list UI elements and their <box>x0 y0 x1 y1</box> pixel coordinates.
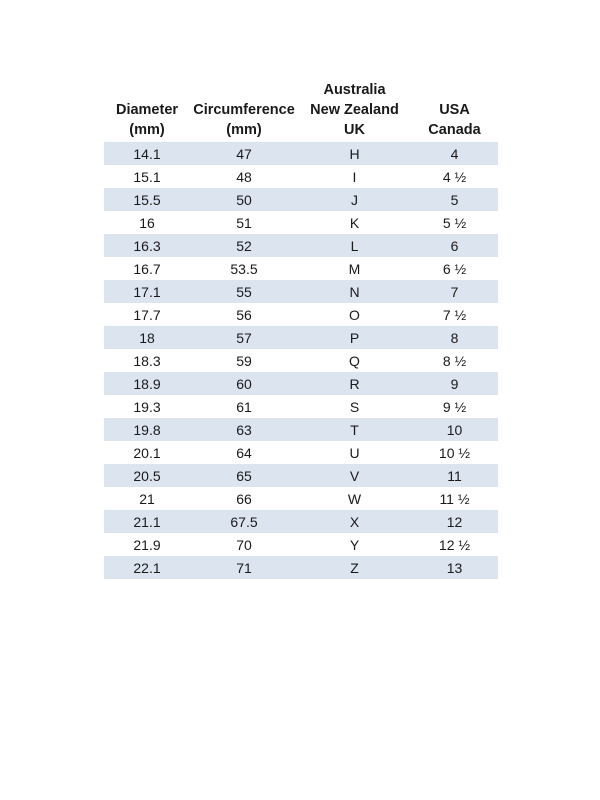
cell-usa-canada: 4 <box>411 142 498 165</box>
cell-au-nz-uk: H <box>298 142 411 165</box>
cell-usa-canada: 10 ½ <box>438 444 471 461</box>
cell-au-nz-uk: S <box>349 398 360 415</box>
header-au-nz-uk-line2: New Zealand <box>310 102 399 118</box>
cell-circumference: 50 <box>190 188 298 211</box>
cell-usa-canada: 12 <box>411 510 498 533</box>
cell-usa-canada: 5 <box>411 188 498 211</box>
cell-circumference: 61 <box>236 398 252 415</box>
cell-diameter: 17.7 <box>133 306 161 323</box>
header-au-nz-uk <box>298 80 411 142</box>
cell-usa-canada: 5 ½ <box>442 214 467 231</box>
cell-circumference: 70 <box>236 536 252 553</box>
cell-usa-canada: 9 <box>411 372 498 395</box>
cell-au-nz-uk: L <box>298 234 411 257</box>
cell-diameter: 14.1 <box>104 142 190 165</box>
cell-diameter: 19.3 <box>133 398 161 415</box>
cell-au-nz-uk: N <box>298 280 411 303</box>
cell-circumference: 67.5 <box>190 510 298 533</box>
cell-circumference: 63 <box>190 418 298 441</box>
cell-diameter: 21.1 <box>104 510 190 533</box>
cell-circumference: 71 <box>190 556 298 579</box>
header-au-nz-uk-line3: UK <box>344 122 365 138</box>
cell-usa-canada: 8 ½ <box>442 352 467 369</box>
cell-usa-canada: 6 ½ <box>442 260 467 277</box>
cell-usa-canada: 11 ½ <box>439 490 470 507</box>
cell-circumference: 60 <box>190 372 298 395</box>
cell-diameter: 21 <box>139 490 155 507</box>
cell-au-nz-uk: K <box>349 214 360 231</box>
table-row <box>104 464 498 487</box>
cell-au-nz-uk: X <box>298 510 411 533</box>
cell-usa-canada: 7 <box>411 280 498 303</box>
cell-usa-canada: 7 ½ <box>442 306 467 323</box>
table-body <box>104 142 498 579</box>
cell-usa-canada: 11 <box>411 464 498 487</box>
cell-au-nz-uk: R <box>298 372 411 395</box>
header-row <box>104 80 498 142</box>
header-usa-canada-line2: Canada <box>428 122 481 138</box>
header-diameter-line1: Diameter <box>115 102 179 118</box>
cell-circumference: 64 <box>236 444 252 461</box>
cell-diameter: 18.3 <box>133 352 161 369</box>
cell-au-nz-uk: Q <box>349 352 360 369</box>
table-row <box>104 280 498 303</box>
table-row <box>104 142 498 165</box>
header-circumference-line1: Circumference <box>193 102 295 118</box>
cell-au-nz-uk: J <box>298 188 411 211</box>
header-usa-canada-line1: USA <box>439 102 470 118</box>
header-au-nz-uk-line1: Australia <box>323 82 386 98</box>
cell-diameter: 18 <box>104 326 190 349</box>
cell-au-nz-uk: W <box>347 490 362 507</box>
table-row <box>104 487 498 510</box>
cell-circumference: 55 <box>190 280 298 303</box>
table-row <box>104 188 498 211</box>
header-circumference <box>190 80 298 142</box>
cell-circumference: 52 <box>190 234 298 257</box>
header-usa-canada <box>411 80 498 142</box>
cell-circumference: 47 <box>190 142 298 165</box>
cell-diameter: 20.1 <box>133 444 161 461</box>
cell-circumference: 59 <box>236 352 252 369</box>
cell-diameter: 15.1 <box>133 168 161 185</box>
cell-usa-canada: 10 <box>411 418 498 441</box>
header-circumference-line2: (mm) <box>226 122 262 138</box>
table-row <box>104 533 498 556</box>
cell-au-nz-uk: Z <box>298 556 411 579</box>
table-row <box>104 372 498 395</box>
table-row <box>104 556 498 579</box>
cell-diameter: 18.9 <box>104 372 190 395</box>
cell-diameter: 17.1 <box>104 280 190 303</box>
cell-circumference: 57 <box>190 326 298 349</box>
cell-au-nz-uk: Y <box>349 536 360 553</box>
cell-diameter: 16.7 <box>133 260 161 277</box>
cell-au-nz-uk: O <box>349 306 360 323</box>
cell-diameter: 15.5 <box>104 188 190 211</box>
table-row <box>104 326 498 349</box>
table-row <box>104 211 498 234</box>
cell-au-nz-uk: V <box>298 464 411 487</box>
cell-circumference: 65 <box>190 464 298 487</box>
cell-circumference: 53.5 <box>230 260 258 277</box>
table-row <box>104 395 498 418</box>
header-diameter <box>104 80 190 142</box>
cell-au-nz-uk: M <box>348 260 361 277</box>
cell-au-nz-uk: T <box>298 418 411 441</box>
header-diameter-line2: (mm) <box>129 122 165 138</box>
table-row <box>104 418 498 441</box>
cell-au-nz-uk: I <box>352 168 357 185</box>
table-row <box>104 165 498 188</box>
cell-circumference: 56 <box>236 306 252 323</box>
cell-diameter: 19.8 <box>104 418 190 441</box>
cell-circumference: 48 <box>236 168 252 185</box>
cell-au-nz-uk: U <box>349 444 360 461</box>
table-row <box>104 257 498 280</box>
cell-diameter: 16.3 <box>104 234 190 257</box>
table-row <box>104 510 498 533</box>
table-row <box>104 303 498 326</box>
cell-au-nz-uk: P <box>298 326 411 349</box>
table-row <box>104 234 498 257</box>
cell-usa-canada: 12 ½ <box>438 536 471 553</box>
cell-circumference: 51 <box>236 214 252 231</box>
cell-usa-canada: 4 ½ <box>442 168 467 185</box>
cell-diameter: 22.1 <box>104 556 190 579</box>
cell-diameter: 21.9 <box>133 536 161 553</box>
cell-circumference: 66 <box>236 490 252 507</box>
table-header <box>104 80 498 142</box>
cell-diameter: 20.5 <box>104 464 190 487</box>
cell-usa-canada: 6 <box>411 234 498 257</box>
cell-diameter: 16 <box>139 214 155 231</box>
table-row <box>104 349 498 372</box>
cell-usa-canada: 13 <box>411 556 498 579</box>
ring-size-table <box>104 80 498 579</box>
cell-usa-canada: 9 ½ <box>442 398 467 415</box>
table-row <box>104 441 498 464</box>
cell-usa-canada: 8 <box>411 326 498 349</box>
